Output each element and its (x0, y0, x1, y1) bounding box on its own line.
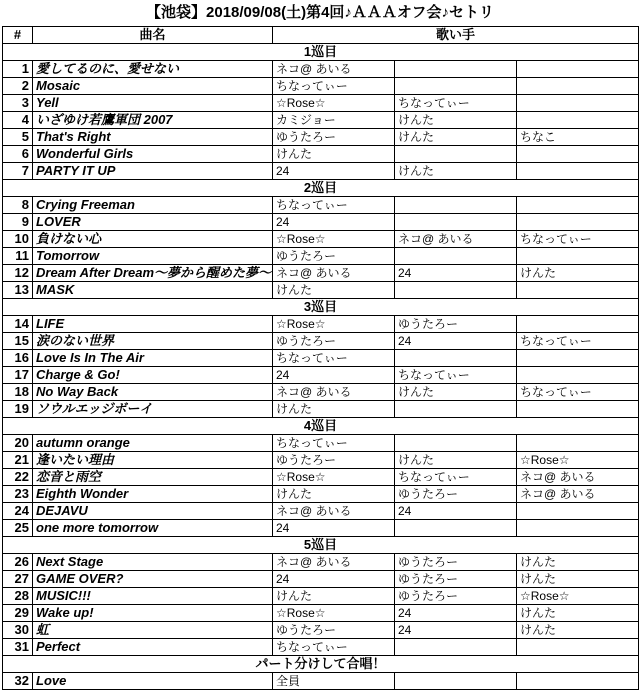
row-number: 20 (3, 435, 33, 452)
singer-cell (517, 520, 639, 537)
table-row (3, 571, 639, 588)
table-row (3, 452, 639, 469)
singer-cell: ちなってぃー (273, 435, 395, 452)
song-title: PARTY IT UP (33, 163, 273, 180)
song-title: Mosaic (33, 78, 273, 95)
singer-cell: ゆうたろー (395, 486, 517, 503)
singer-cell: ちなってぃー (273, 78, 395, 95)
singer-cell: けんた (273, 282, 395, 299)
singer-cell: 24 (395, 622, 517, 639)
singer-cell: ☆Rose☆ (273, 469, 395, 486)
singer-cell: けんた (273, 146, 395, 163)
row-number: 17 (3, 367, 33, 384)
singer-cell (395, 435, 517, 452)
singer-cell: 24 (395, 503, 517, 520)
row-number: 4 (3, 112, 33, 129)
table-row (3, 605, 639, 622)
row-number: 16 (3, 350, 33, 367)
song-title: Crying Freeman (33, 197, 273, 214)
singer-cell: 24 (273, 571, 395, 588)
row-number: 15 (3, 333, 33, 350)
singer-cell (395, 248, 517, 265)
singer-cell: ちなこ (517, 129, 639, 146)
singer-cell: ネコ@ あいる (273, 554, 395, 571)
song-title: 涙のない世界 (33, 333, 273, 350)
song-title: autumn orange (33, 435, 273, 452)
song-title: Dream After Dream〜夢から醒めた夢〜 (33, 265, 273, 282)
singer-cell (517, 146, 639, 163)
singer-cell (517, 639, 639, 656)
row-number: 29 (3, 605, 33, 622)
table-row (3, 248, 639, 265)
song-title: Charge & Go! (33, 367, 273, 384)
table-row (3, 282, 639, 299)
singer-cell (517, 112, 639, 129)
section-label: 4巡目 (3, 418, 639, 435)
song-title: Love (33, 673, 273, 690)
table-row (3, 316, 639, 333)
table-row (3, 588, 639, 605)
table-row (3, 639, 639, 656)
table-row (3, 78, 639, 95)
table-row (3, 486, 639, 503)
singer-cell (517, 435, 639, 452)
song-title: GAME OVER? (33, 571, 273, 588)
page-title: 【池袋】2018/09/08(土)第4回♪ＡＡＡオフ会♪セトリ (146, 4, 494, 21)
singer-cell (517, 248, 639, 265)
row-number: 24 (3, 503, 33, 520)
table-row (3, 129, 639, 146)
singer-cell: けんた (517, 605, 639, 622)
table-row (3, 95, 639, 112)
table-row (3, 384, 639, 401)
singer-cell: 24 (395, 605, 517, 622)
table-row (3, 163, 639, 180)
singer-cell: けんた (273, 486, 395, 503)
row-number: 25 (3, 520, 33, 537)
singer-cell: けんた (395, 129, 517, 146)
song-title: MASK (33, 282, 273, 299)
singer-cell: 24 (395, 333, 517, 350)
table-row (3, 146, 639, 163)
singer-cell: ちなってぃー (273, 197, 395, 214)
column-header-singer: 歌い手 (273, 27, 639, 44)
singer-cell: 24 (273, 367, 395, 384)
table-row (3, 350, 639, 367)
singer-cell: ちなってぃー (395, 95, 517, 112)
singer-cell (395, 282, 517, 299)
singer-cell: ちなってぃー (517, 384, 639, 401)
song-title: Eighth Wonder (33, 486, 273, 503)
section-header-row (3, 180, 639, 197)
row-number: 28 (3, 588, 33, 605)
table-row (3, 367, 639, 384)
singer-cell (517, 214, 639, 231)
row-number: 32 (3, 673, 33, 690)
section-label: 2巡目 (3, 180, 639, 197)
row-number: 12 (3, 265, 33, 282)
singer-cell: 24 (273, 214, 395, 231)
table-row (3, 61, 639, 78)
singer-cell: ちなってぃー (395, 469, 517, 486)
table-row (3, 673, 639, 690)
singer-cell: ちなってぃー (517, 231, 639, 248)
table-row (3, 112, 639, 129)
singer-cell (517, 350, 639, 367)
row-number: 6 (3, 146, 33, 163)
singer-cell (517, 673, 639, 690)
section-header-row (3, 299, 639, 316)
singer-cell: ゆうたろー (395, 316, 517, 333)
singer-cell: ゆうたろー (395, 571, 517, 588)
singer-cell (517, 367, 639, 384)
song-title: ソウルエッジボーイ (33, 401, 273, 418)
singer-cell: ゆうたろー (395, 588, 517, 605)
section-header-row (3, 537, 639, 554)
section-header-row (3, 44, 639, 61)
row-number: 31 (3, 639, 33, 656)
singer-cell: ネコ@ あいる (395, 231, 517, 248)
table-row (3, 265, 639, 282)
singer-cell: ゆうたろー (273, 333, 395, 350)
singer-cell: けんた (273, 401, 395, 418)
row-number: 21 (3, 452, 33, 469)
singer-cell: 全員 (273, 673, 395, 690)
row-number: 23 (3, 486, 33, 503)
song-title: LOVER (33, 214, 273, 231)
singer-cell: ネコ@ あいる (517, 469, 639, 486)
row-number: 11 (3, 248, 33, 265)
singer-cell (517, 316, 639, 333)
row-number: 7 (3, 163, 33, 180)
singer-cell: けんた (395, 163, 517, 180)
singer-cell: ちなってぃー (273, 350, 395, 367)
song-title: 愛してるのに、愛せない (33, 61, 273, 78)
singer-cell: ☆Rose☆ (273, 605, 395, 622)
singer-cell: ちなってぃー (395, 367, 517, 384)
singer-cell: ゆうたろー (273, 452, 395, 469)
row-number: 30 (3, 622, 33, 639)
singer-cell: ☆Rose☆ (273, 316, 395, 333)
singer-cell (395, 214, 517, 231)
singer-cell (517, 197, 639, 214)
singer-cell: けんた (517, 571, 639, 588)
section-header-row (3, 418, 639, 435)
singer-cell (395, 401, 517, 418)
table-row (3, 503, 639, 520)
singer-cell: ☆Rose☆ (273, 95, 395, 112)
song-title: MUSIC!!! (33, 588, 273, 605)
song-title: No Way Back (33, 384, 273, 401)
singer-cell: ちなってぃー (273, 639, 395, 656)
singer-cell (517, 282, 639, 299)
column-header-num: # (3, 27, 33, 44)
singer-cell: けんた (395, 452, 517, 469)
song-title: Tomorrow (33, 248, 273, 265)
song-title: Love Is In The Air (33, 350, 273, 367)
singer-cell (517, 78, 639, 95)
row-number: 3 (3, 95, 33, 112)
singer-cell (517, 401, 639, 418)
singer-cell (517, 163, 639, 180)
singer-cell: ☆Rose☆ (517, 588, 639, 605)
song-title: Wake up! (33, 605, 273, 622)
song-title: 恋音と雨空 (33, 469, 273, 486)
row-number: 10 (3, 231, 33, 248)
singer-cell (395, 520, 517, 537)
row-number: 13 (3, 282, 33, 299)
song-title: Yell (33, 95, 273, 112)
section-label: 5巡目 (3, 537, 639, 554)
table-row (3, 333, 639, 350)
table-row (3, 231, 639, 248)
singer-cell (395, 146, 517, 163)
singer-cell: けんた (517, 265, 639, 282)
song-title: いざゆけ若鷹軍団 2007 (33, 112, 273, 129)
song-title: DEJAVU (33, 503, 273, 520)
song-title: one more tomorrow (33, 520, 273, 537)
row-number: 8 (3, 197, 33, 214)
row-number: 18 (3, 384, 33, 401)
row-number: 19 (3, 401, 33, 418)
singer-cell: 24 (395, 265, 517, 282)
song-title: 負けない心 (33, 231, 273, 248)
song-title: LIFE (33, 316, 273, 333)
singer-cell: ☆Rose☆ (273, 231, 395, 248)
table-row (3, 469, 639, 486)
table-row (3, 554, 639, 571)
column-header-song: 曲名 (33, 27, 273, 44)
singer-cell: ネコ@ あいる (517, 486, 639, 503)
song-title: Perfect (33, 639, 273, 656)
row-number: 22 (3, 469, 33, 486)
singer-cell: ゆうたろー (273, 248, 395, 265)
row-number: 27 (3, 571, 33, 588)
singer-cell: ネコ@ あいる (273, 61, 395, 78)
row-number: 26 (3, 554, 33, 571)
song-title: That's Right (33, 129, 273, 146)
song-title: Next Stage (33, 554, 273, 571)
table-row (3, 214, 639, 231)
singer-cell: ネコ@ あいる (273, 384, 395, 401)
singer-cell: ゆうたろー (273, 129, 395, 146)
row-number: 1 (3, 61, 33, 78)
song-title: 逢いたい理由 (33, 452, 273, 469)
singer-cell: けんた (395, 112, 517, 129)
singer-cell (395, 673, 517, 690)
singer-cell (517, 503, 639, 520)
singer-cell (395, 639, 517, 656)
section-label: 3巡目 (3, 299, 639, 316)
table-body (3, 44, 639, 690)
singer-cell (395, 78, 517, 95)
singer-cell (395, 197, 517, 214)
song-title: 虹 (33, 622, 273, 639)
singer-cell: ゆうたろー (395, 554, 517, 571)
table-row (3, 520, 639, 537)
section-label: 1巡目 (3, 44, 639, 61)
singer-cell: けんた (395, 384, 517, 401)
table-row (3, 622, 639, 639)
row-number: 5 (3, 129, 33, 146)
table-row (3, 197, 639, 214)
singer-cell (517, 61, 639, 78)
section-label: パート分けして合唱！ (3, 656, 639, 673)
singer-cell: けんた (517, 554, 639, 571)
singer-cell: けんた (273, 588, 395, 605)
singer-cell: けんた (517, 622, 639, 639)
table-row (3, 435, 639, 452)
setlist-table (2, 26, 639, 690)
singer-cell: カミジョー (273, 112, 395, 129)
singer-cell: 24 (273, 520, 395, 537)
singer-cell: ネコ@ あいる (273, 503, 395, 520)
row-number: 14 (3, 316, 33, 333)
row-number: 9 (3, 214, 33, 231)
singer-cell: ☆Rose☆ (517, 452, 639, 469)
singer-cell (395, 61, 517, 78)
header-row (3, 27, 639, 44)
singer-cell (395, 350, 517, 367)
singer-cell (517, 95, 639, 112)
singer-cell: ゆうたろー (273, 622, 395, 639)
row-number: 2 (3, 78, 33, 95)
table-header (3, 27, 639, 44)
table-row (3, 401, 639, 418)
singer-cell: ネコ@ あいる (273, 265, 395, 282)
singer-cell: ちなってぃー (517, 333, 639, 350)
section-header-row (3, 656, 639, 673)
song-title: Wonderful Girls (33, 146, 273, 163)
singer-cell: 24 (273, 163, 395, 180)
